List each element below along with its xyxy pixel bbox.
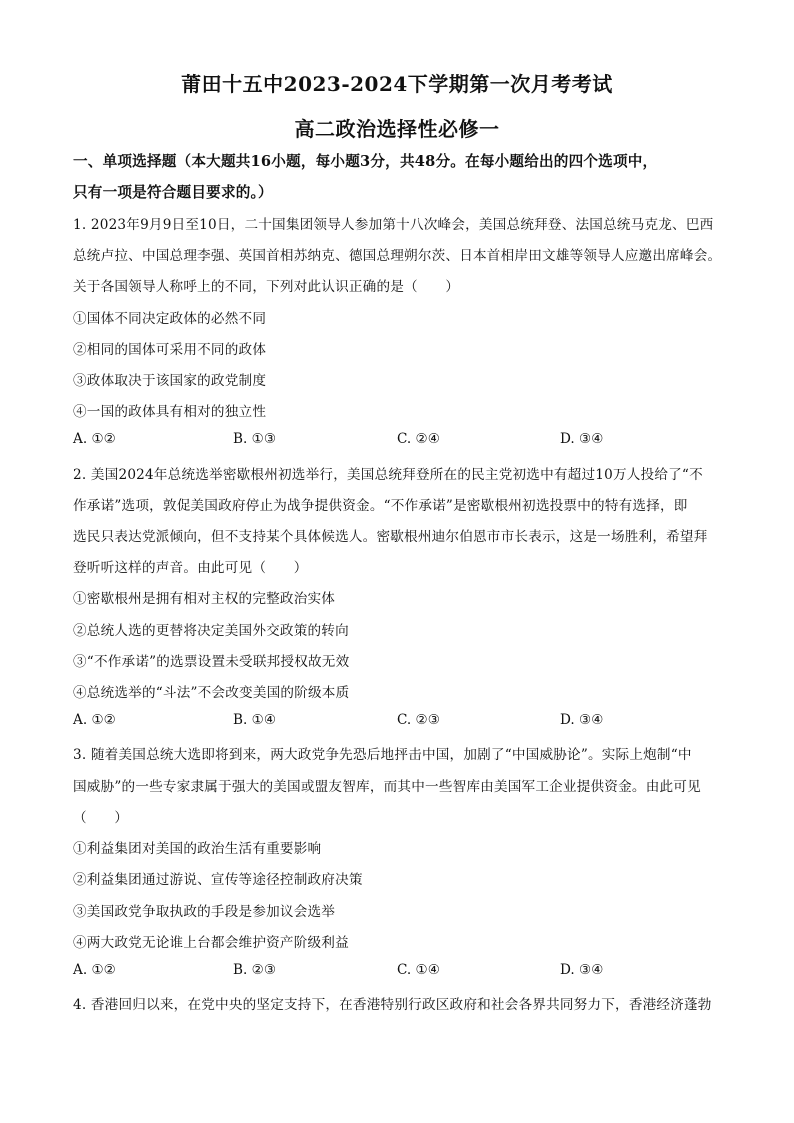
q1-stem-line-1: 1. 2023年9月9日至10日，二十国集团领导人参加第十八次峰会，美国总统拜登、法国总统马克龙、巴西 <box>73 217 714 233</box>
section-heading-line-1: 一、单项选择题（本大题共16小题，每小题3分，共48分。在每小题给出的四个选项中， <box>73 153 658 170</box>
exam-title: 莆田十五中2023-2024下学期第一次月考考试 <box>181 72 613 96</box>
q3-item-4: ④两大政党无论谁上台都会维护资产阶级利益 <box>73 935 349 951</box>
q2-item-4: ④总统选举的“斗法”不会改变美国的阶级本质 <box>73 685 350 701</box>
q1-item-3: ③政体取决于该国家的政党制度 <box>73 373 267 389</box>
q3-stem-line-1: 3. 随着美国总统大选即将到来，两大政党争先恐后地抨击中国，加剧了“中国威胁论”。实际上炮制“中 <box>73 747 692 763</box>
q1-option-c[interactable]: C. ②④ <box>397 431 440 447</box>
section-heading-line-2: 只有一项是符合题目要求的。） <box>73 184 273 201</box>
q3-option-d[interactable]: D. ③④ <box>560 962 604 978</box>
q3-item-1: ①利益集团对美国的政治生活有重要影响 <box>73 841 322 857</box>
q1-stem-line-2: 总统卢拉、中国总理李强、英国首相苏纳克、德国总理朔尔茨、日本首相岸田文雄等领导人应邀出席峰会。 <box>73 248 722 264</box>
q2-item-2: ②总统人选的更替将决定美国外交政策的转向 <box>73 623 349 639</box>
q1-option-a[interactable]: A. ①② <box>73 431 116 447</box>
q2-option-a[interactable]: A. ①② <box>73 712 116 728</box>
q2-stem-line-1: 2. 美国2024年总统选举密歇根州初选举行，美国总统拜登所在的民主党初选中有超过10万人投给了“不 <box>73 467 703 483</box>
q2-item-1: ①密歇根州是拥有相对主权的完整政治实体 <box>73 591 336 607</box>
q1-item-4: ④一国的政体具有相对的独立性 <box>73 404 267 420</box>
q2-option-b[interactable]: B. ①④ <box>233 712 277 728</box>
q2-stem-line-3: 选民只表达党派倾向，但不支持某个具体候选人。密歇根州迪尔伯恩市市长表示，这是一场胜利，希望拜 <box>73 529 708 545</box>
q2-item-3: ③“不作承诺”的选票设置未受联邦授权故无效 <box>73 654 350 670</box>
q1-option-b[interactable]: B. ①③ <box>233 431 277 447</box>
q1-item-1: ①国体不同决定政体的必然不同 <box>73 311 267 327</box>
q3-option-b[interactable]: B. ②③ <box>233 962 277 978</box>
q2-option-d[interactable]: D. ③④ <box>560 712 604 728</box>
q3-item-3: ③美国政党争取执政的手段是参加议会选举 <box>73 904 336 920</box>
q3-stem-line-2: 国威胁”的一些专家隶属于强大的美国或盟友智库，而其中一些智库由美国军工企业提供资金。由此可见 <box>73 779 701 795</box>
q2-stem-line-4: 登听听这样的声音。由此可见（ ） <box>73 560 308 576</box>
q2-stem-line-2: 作承诺”选项，敦促美国政府停止为战争提供资金。“不作承诺”是密歇根州初选投票中的特有选择，即 <box>73 498 688 514</box>
q1-item-2: ②相同的国体可采用不同的政体 <box>73 342 267 358</box>
q1-option-d[interactable]: D. ③④ <box>560 431 604 447</box>
q1-stem-line-3: 关于各国领导人称呼上的不同，下列对此认识正确的是（ ） <box>73 279 460 295</box>
exam-subtitle: 高二政治选择性必修一 <box>294 117 500 141</box>
q2-option-c[interactable]: C. ②③ <box>397 712 440 728</box>
q3-option-a[interactable]: A. ①② <box>73 962 116 978</box>
q3-stem-line-3: （ ） <box>73 810 129 826</box>
q3-option-c[interactable]: C. ①④ <box>397 962 440 978</box>
q4-stem-line-1: 4. 香港回归以来，在党中央的坚定支持下，在香港特别行政区政府和社会各界共同努力下，香港经济蓬勃 <box>73 997 712 1013</box>
q3-item-2: ②利益集团通过游说、宣传等途径控制政府决策 <box>73 872 363 888</box>
